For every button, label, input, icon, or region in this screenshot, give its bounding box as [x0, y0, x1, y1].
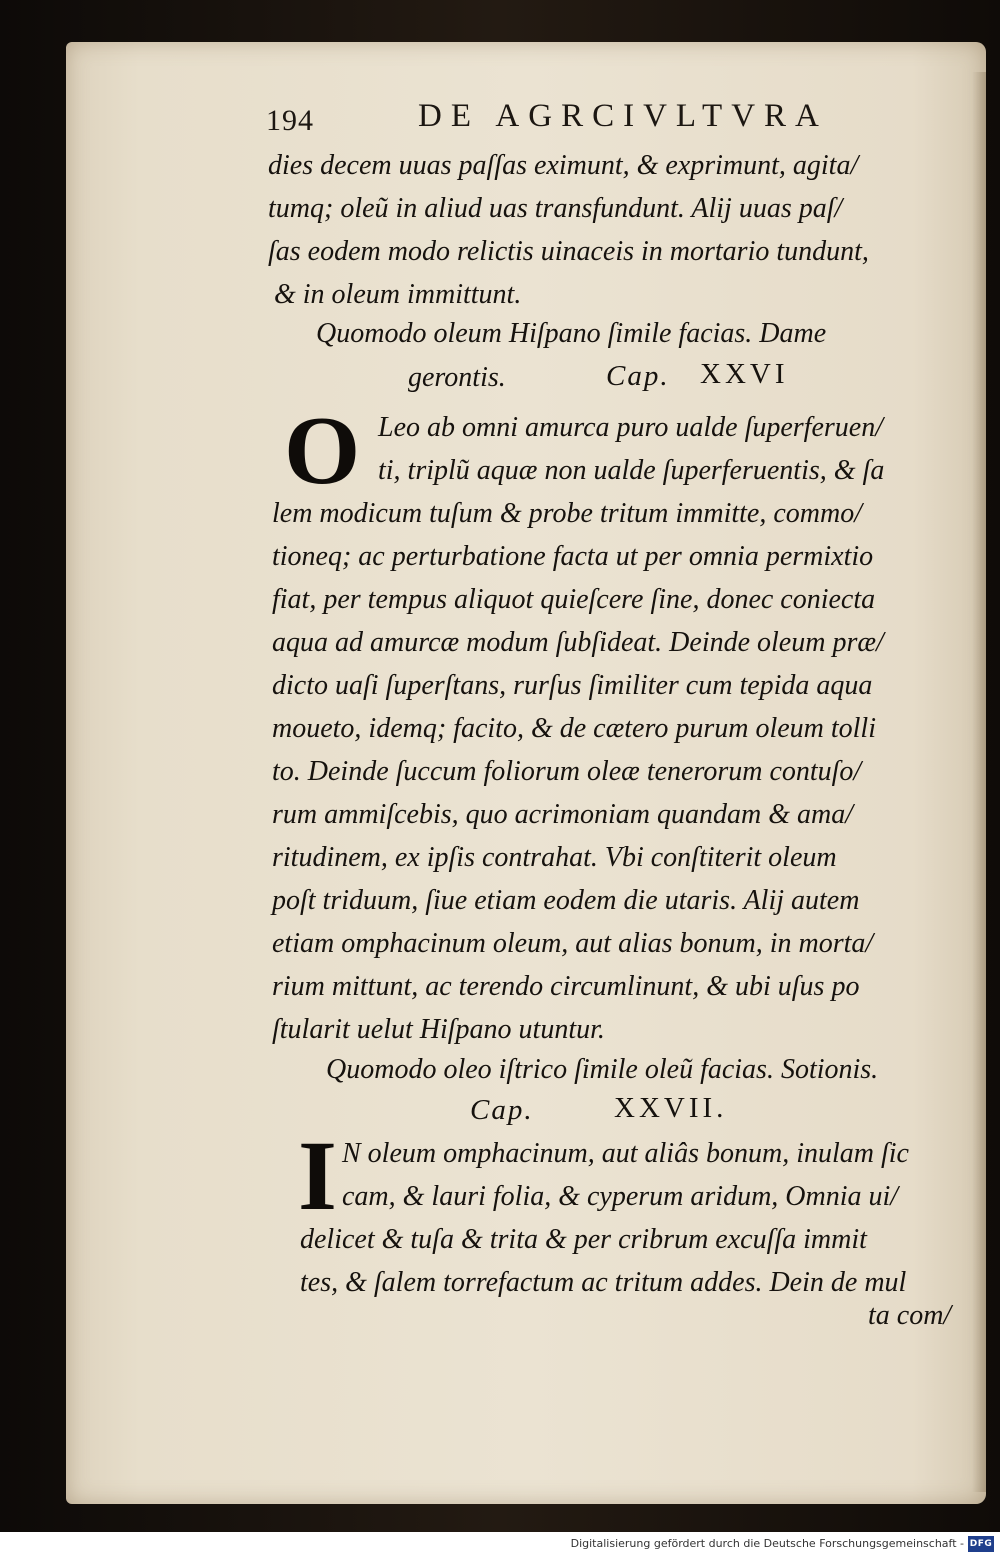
text-line: lem modicum tuſum & probe tritum immitte, commo/ [272, 498, 863, 529]
text-line: aqua ad amurcæ modum ſubſideat. Deinde oleum præ/ [272, 627, 884, 658]
chapter-number: XXVII. [614, 1092, 728, 1124]
text-line: tumq; oleũ in aliud uas transfundunt. Alij uuas paſ/ [268, 193, 843, 224]
chapter-heading: Quomodo oleo iſtrico ſimile oleũ facias. Sotionis. [326, 1054, 879, 1085]
text-line: rum ammiſcebis, quo acrimoniam quandam & ama/ [272, 799, 853, 830]
text-line: ritudinem, ex ipſis contrahat. Vbi conſtiterit oleum [272, 842, 837, 873]
text-line: rium mittunt, ac terendo circumlinunt, & ubi uſus po [272, 971, 860, 1002]
page-number: 194 [266, 104, 314, 137]
catchword: ta com/ [868, 1300, 952, 1331]
page-edge-shadow [972, 72, 986, 1492]
drop-initial: I [298, 1120, 337, 1231]
chapter-cap-label: Cap. [606, 360, 670, 392]
text-line: etiam omphacinum oleum, aut alias bonum, in morta/ [272, 928, 874, 959]
text-line: ti, triplũ aquæ non ualde ſuperferuentis, & ſa [378, 455, 885, 486]
text-line: moueto, idemq; facito, & de cætero purum oleum tolli [272, 713, 876, 744]
text-line: Leo ab omni amurca puro ualde ſuperferuen/ [378, 412, 883, 443]
running-title: DE AGRCIVLTVRA [418, 98, 828, 134]
text-line: to. Deinde ſuccum foliorum oleæ tenerorum contuſo/ [272, 756, 862, 787]
text-line: tioneq; ac perturbatione facta ut per omnia permixtio [272, 541, 874, 572]
chapter-cap-label: Cap. [470, 1094, 534, 1126]
text-line: ſas eodem modo relictis uinaceis in mortario tundunt, [268, 236, 869, 267]
chapter-heading: Quomodo oleum Hiſpano ſimile facias. Dame [316, 318, 827, 349]
text-line: dies decem uuas paſſas eximunt, & exprimunt, agita/ [268, 150, 859, 181]
text-line: ſtularit uelut Hiſpano utuntur. [272, 1014, 605, 1045]
text-line: delicet & tuſa & trita & per cribrum excuſſa immit [300, 1224, 867, 1255]
text-line: dicto uaſi ſuperſtans, rurſus ſimiliter cum tepida aqua [272, 670, 873, 701]
text-line: tes, & ſalem torrefactum ac tritum addes. Dein de mul [300, 1267, 907, 1298]
text-line: cam, & lauri folia, & cyperum aridum, Omnia ui/ [342, 1181, 899, 1212]
text-line: poſt triduum, ſiue etiam eodem die utaris. Alij autem [272, 885, 860, 916]
text-line: & in oleum immittunt. [274, 279, 522, 310]
footer-credit: Digitalisierung gefördert durch die Deutsche Forschungsgemeinschaft - [570, 1537, 964, 1550]
chapter-heading-continued: gerontis. [408, 362, 506, 393]
dfg-logo: DFG [968, 1536, 994, 1552]
footer-bar [0, 1532, 1000, 1558]
drop-initial: O [284, 397, 361, 505]
chapter-number: XXVI [700, 358, 789, 390]
text-line: fiat, per tempus aliquot quieſcere ſine, donec coniecta [272, 584, 876, 615]
text-line: N oleum omphacinum, aut aliâs bonum, inulam ſic [342, 1138, 909, 1169]
